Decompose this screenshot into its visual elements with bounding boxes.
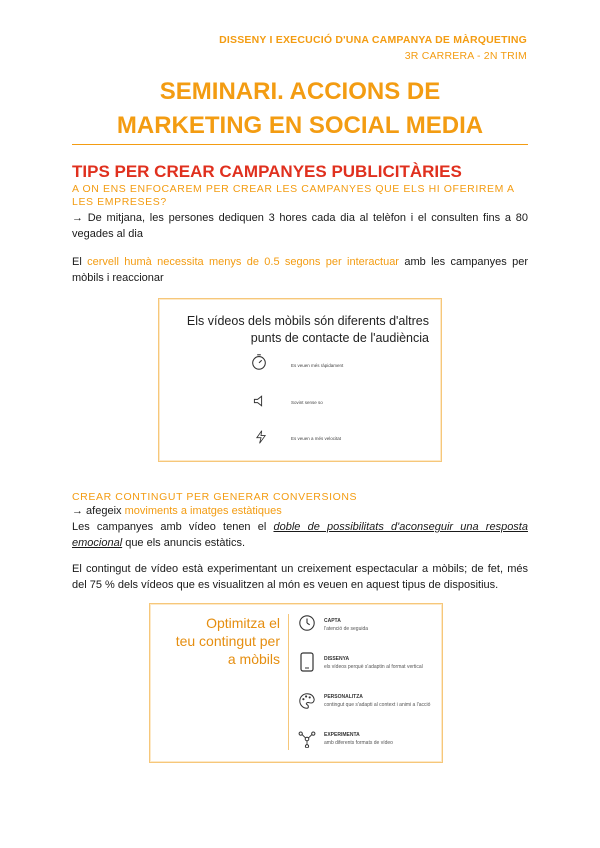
paragraph-text: El <box>72 256 88 268</box>
infographic-item-text: els vídeos perquè s'adaptin al format vertical <box>324 664 423 670</box>
paragraph-brain-reaction <box>72 254 528 286</box>
infographic-title-line3: a mòbils <box>227 651 280 667</box>
infographic-title <box>179 313 429 347</box>
section-subheading-focus: A ON ENS ENFOCAREM PER CREAR LES CAMPANYES QUE ELS HI OFERIREM A LES EMPRESES? <box>72 183 514 208</box>
infographic-title-line1: Optimitza el <box>206 615 280 631</box>
infographic-title-line1: Els vídeos dels mòbils són diferents d'altres <box>186 314 429 328</box>
paragraph-video-growth: El contingut de vídeo està experimentant un creixement espectacular a mòbils; de fet, més del 75 % dels vídeos que es visualitzen al món es veuen en aquest tipus de dispositius. <box>72 563 528 591</box>
infographic-divider <box>288 614 289 750</box>
infographic-item-text: l'atenció de seguida <box>324 626 369 632</box>
infographic-item-label: EXPERIMENTA <box>324 732 360 738</box>
highlight-text: moviments a imatges estàtiques <box>124 505 282 517</box>
infographic-title-line2: punts de contacte de l'audiència <box>250 331 429 345</box>
page-title-line1: SEMINARI. ACCIONS DE <box>159 78 441 105</box>
phone-icon <box>300 652 320 672</box>
emphasis-link-text: doble de possibilitats d'aconseguir una resposta emocional <box>72 521 528 549</box>
infographic-item-text: contingut que s'adapti al context i animi a l'acció <box>324 702 431 708</box>
infographic-title-line2: teu contingut per <box>175 633 280 649</box>
paragraph-text: Les campanyes amb vídeo tenen el <box>72 521 274 533</box>
mobile-video-infographic <box>158 298 442 462</box>
clock-icon <box>298 614 318 634</box>
optimize-mobile-infographic <box>149 603 443 763</box>
infographic-item-label: PERSONALITZA <box>324 694 363 700</box>
paragraph-text: amb les campanyes per mòbils i reaccionar <box>72 256 528 284</box>
paragraph-video-campaigns <box>72 519 528 551</box>
header-course-term: 3R CARRERA - 2N TRIM <box>404 50 527 62</box>
arrow-tip <box>72 503 528 519</box>
infographic-item-text: amb diferents formats de vídeo <box>324 740 393 746</box>
title-divider <box>72 144 528 145</box>
page-title-line2: MARKETING EN SOCIAL MEDIA <box>116 112 484 139</box>
highlight-text: cervell humà necessita menys de 0.5 segons per interactuar <box>87 256 399 268</box>
speaker-icon <box>252 393 272 413</box>
arrow-text: → afegeix <box>72 505 125 517</box>
network-icon <box>298 730 318 750</box>
section-subheading-conversions: CREAR CONTINGUT PER GENERAR CONVERSIONS <box>72 491 358 503</box>
paragraph-text: que els anuncis estàtics. <box>122 537 246 549</box>
infographic-title <box>164 614 280 668</box>
section-heading-tips: TIPS PER CREAR CAMPANYES PUBLICITÀRIES <box>72 162 462 181</box>
paragraph-phone-usage: → De mitjana, les persones dediquen 3 hores cada dia al telèfon i el consulten fins a 80 vegades al dia <box>72 212 528 240</box>
infographic-item-2: Sovint sense so <box>291 400 323 405</box>
palette-icon <box>298 692 318 712</box>
stopwatch-icon <box>250 353 270 373</box>
infographic-item-label: CAPTA <box>324 618 341 624</box>
lightning-icon <box>254 429 274 449</box>
infographic-item-label: DISSENYA <box>324 656 350 662</box>
header-course-title: DISSENY I EXECUCIÓ D'UNA CAMPANYA DE MÀRQUETING <box>219 34 527 46</box>
infographic-item-3: Es veuen a més velocitat <box>291 436 342 441</box>
infographic-item-1: Es veuen més ràpidament <box>291 363 344 368</box>
